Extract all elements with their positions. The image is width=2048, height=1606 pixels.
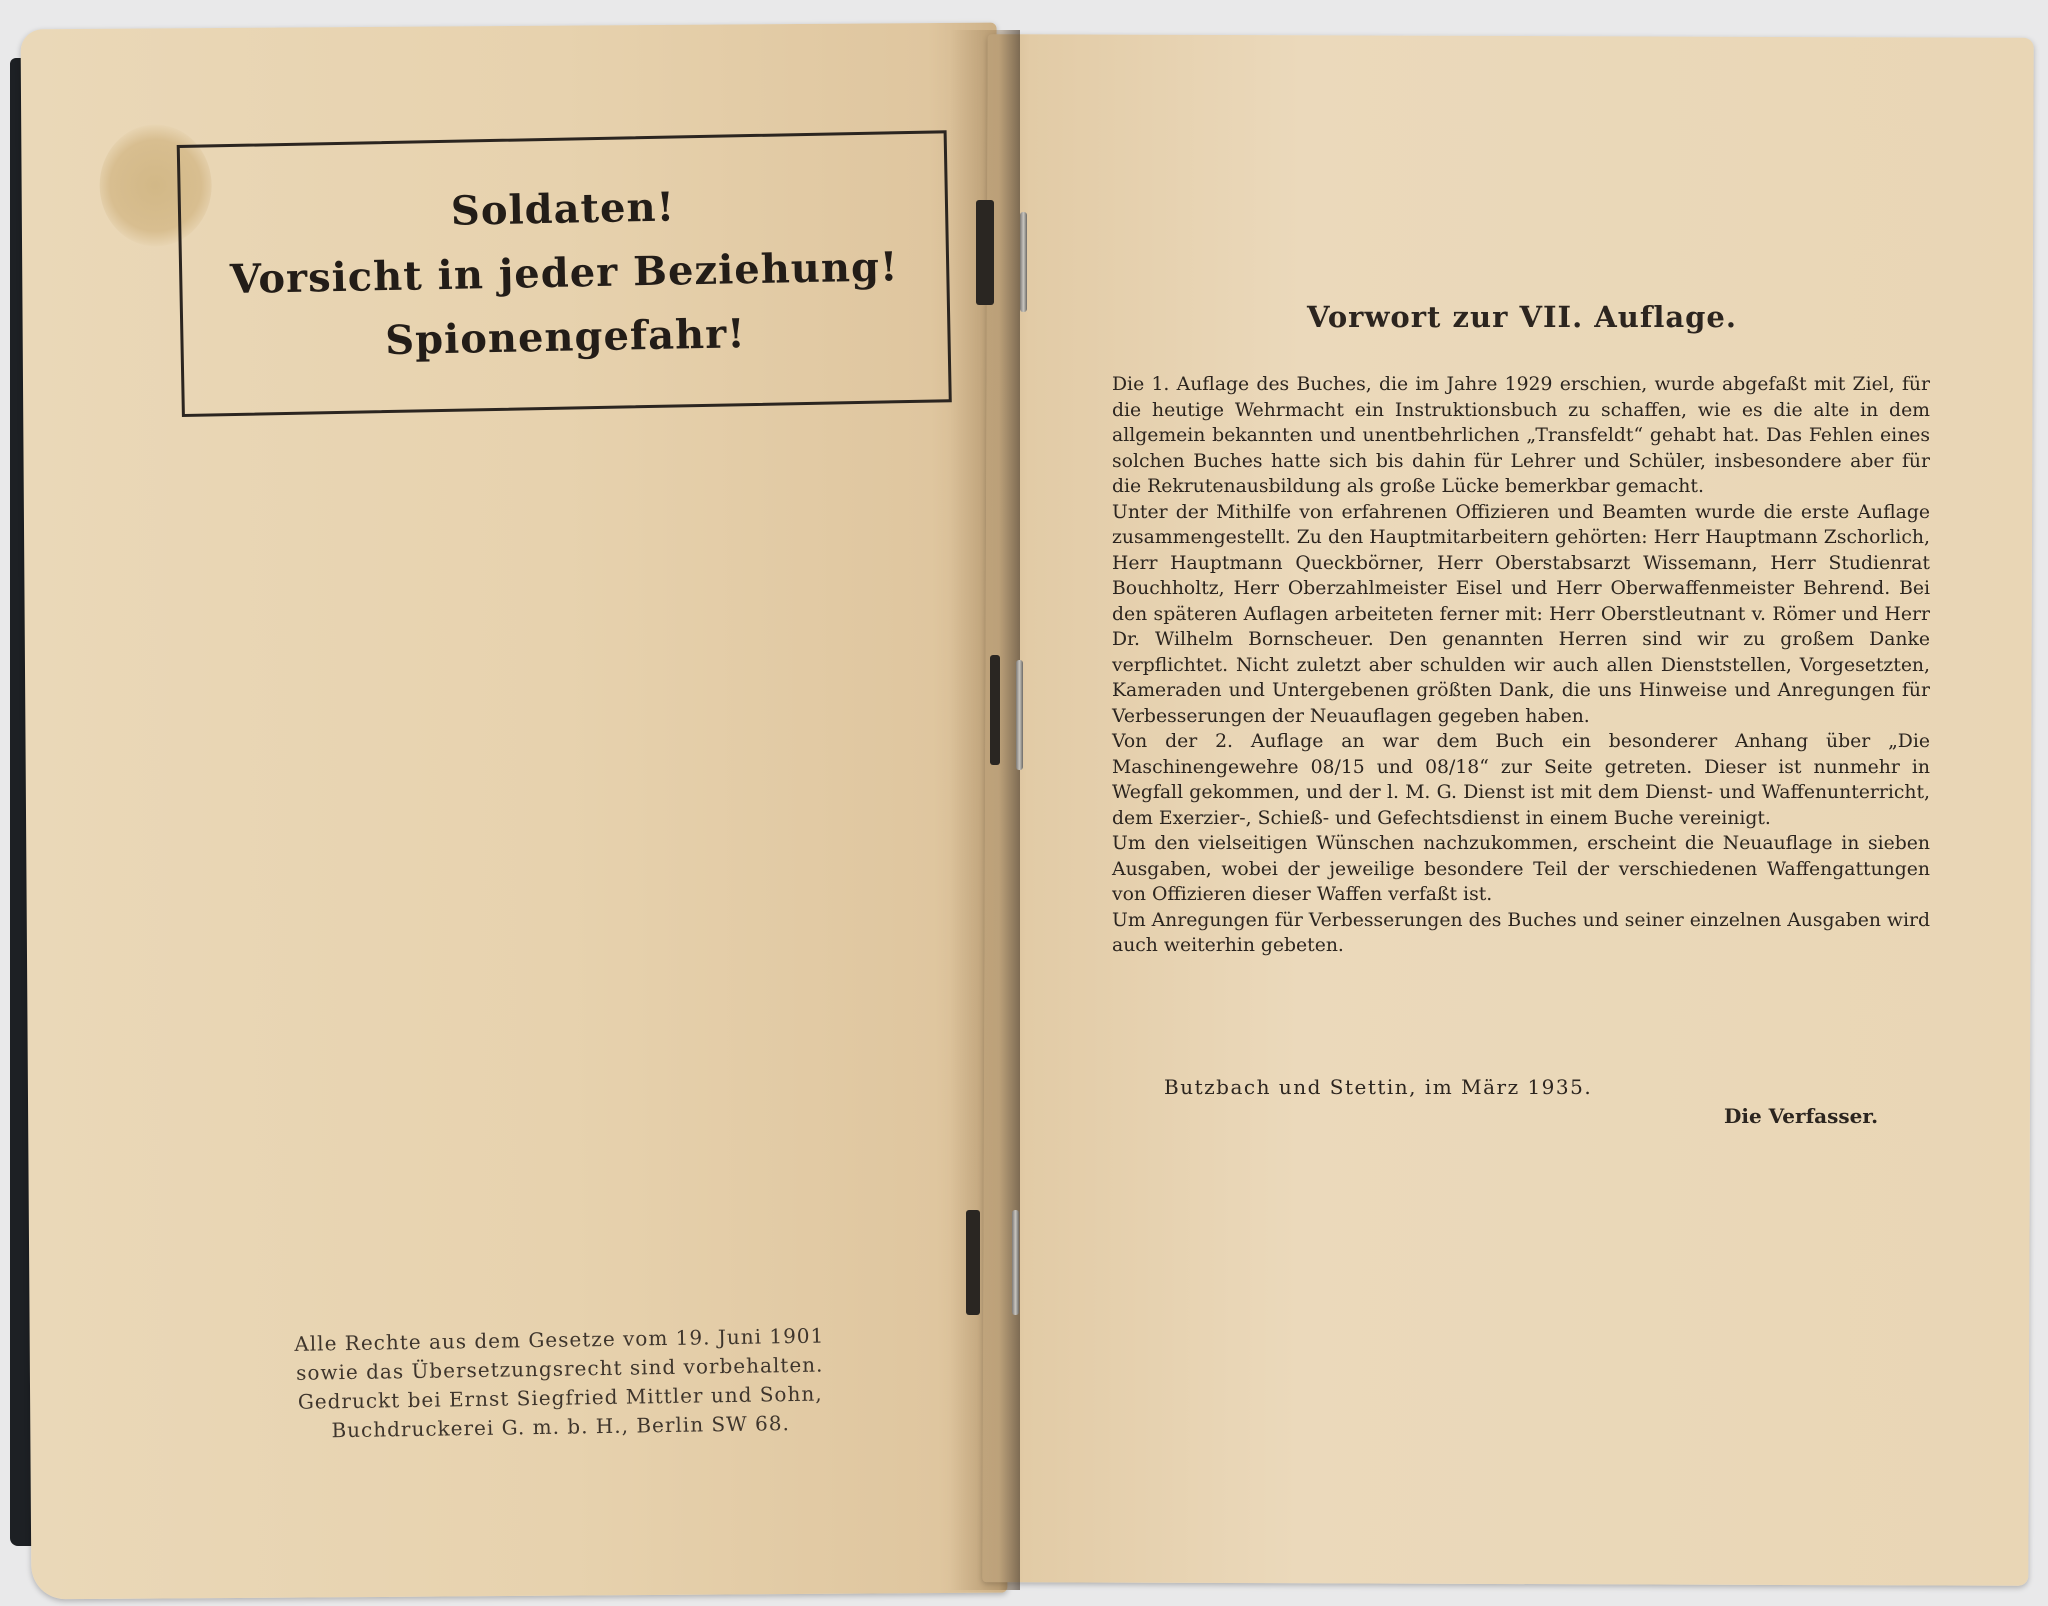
warning-line: Vorsicht in jeder Beziehung! bbox=[229, 243, 899, 304]
copyright-line: Alle Rechte aus dem Gesetze vom 19. Juni 1901 bbox=[294, 1323, 825, 1356]
binding-staple bbox=[966, 1210, 980, 1315]
preface-signature: Die Verfasser. bbox=[1724, 1104, 1879, 1128]
printer-line: Buchdruckerei G. m. b. H., Berlin SW 68. bbox=[331, 1411, 791, 1443]
binding-staple bbox=[976, 200, 994, 305]
binding-staple bbox=[1012, 1210, 1019, 1315]
left-page bbox=[21, 23, 1008, 1600]
warning-box bbox=[177, 130, 952, 417]
warning-line: Soldaten! bbox=[450, 183, 676, 235]
preface-title: Vorwort zur VII. Auflage. bbox=[1307, 300, 1737, 334]
warning-line: Spionengefahr! bbox=[384, 310, 747, 365]
binding-staple bbox=[1016, 660, 1023, 770]
copyright-notice bbox=[229, 1321, 891, 1447]
printer-line: Gedruckt bei Ernst Siegfried Mittler und Sohn, bbox=[297, 1381, 823, 1414]
copyright-line: sowie das Übersetzungsrecht sind vorbehalten. bbox=[295, 1352, 824, 1385]
preface-place-date: Butzbach und Stettin, im März 1935. bbox=[1164, 1075, 1593, 1099]
preface-body: Die 1. Auflage des Buches, die im Jahre 1929 erschien, wurde abgefaßt mit Ziel, für die heutige Wehrmacht ein Instruktionsbuch zu schaffen, wie es die alte in dem allgemein bekannten und unentbehrlichen „Transfeldt“ gehabt hat. Das Fehlen eines solchen Buches hatte sich bis dahin für Lehrer und Schüler, insbesondere aber für die Rekrutenausbildung als große Lücke bemerkbar gemacht. Unter der Mithilfe von erfahrenen Offizieren und Beamten wurde die erste Auflage zusammengestellt. Zu den Hauptmitarbeitern gehörten: Herr Hauptmann Zschorlich, Herr Hauptmann Queckbörner, Herr Oberstabsarzt Wissemann, Herr Studienrat Bouchholtz, Herr Oberzahlmeister Eisel und Herr Oberwaffenmeister Behrend. Bei den späteren Auflagen arbeiteten ferner mit: Herr Oberstleutnant v. Römer und Herr Dr. Wilhelm Bornscheuer. Den genannten Herren sind wir zu großem Danke verpflichtet. Nicht zuletzt aber schulden wir auch allen Dienststellen, Vorgesetzten, Kameraden und Untergebenen größten Dank, die uns Hinweise und Anregungen für Verbesserungen der Neuauflagen gegeben haben. Von der 2. Auflage an war dem Buch ein besonderer Anhang über „Die Maschinengewehre 08/15 und 08/18“ zur Seite getreten. Dieser ist nunmehr in Wegfall gekommen, und der l. M. G. Dienst ist mit dem Dienst- und Waffenunterricht, dem Exerzier-, Schieß- und Gefechtsdienst in einem Buche vereinigt. Um den vielseitigen Wünschen nachzukommen, erscheint die Neuauflage in sieben Ausgaben, wobei der jeweilige besondere Teil der verschiedenen Waffengattungen von Offizieren dieser Waffen verfaßt ist. Um Anregungen für Verbesserungen des Buches und seiner einzelnen Ausgaben wird auch weiterhin gebeten. bbox=[1112, 374, 1931, 956]
binding-staple bbox=[1020, 212, 1027, 312]
binding-staple bbox=[990, 655, 1000, 765]
